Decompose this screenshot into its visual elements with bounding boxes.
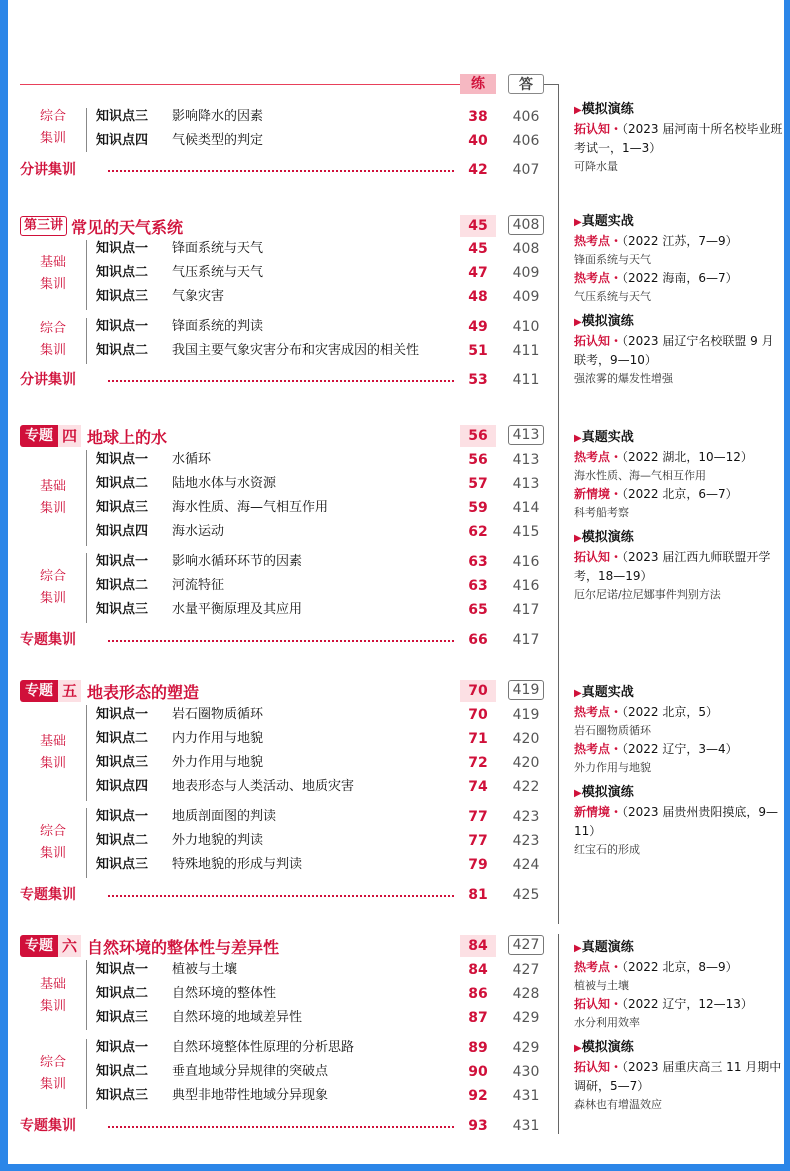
toc-item[interactable]: 知识点三 水量平衡原理及其应用	[96, 602, 303, 617]
answer-page: 416	[512, 578, 540, 594]
page-number: 56	[460, 425, 496, 447]
divider-top	[544, 84, 558, 85]
answer-page: 417	[512, 602, 540, 618]
side-note: 植被与土壤	[574, 979, 629, 992]
group-bar	[86, 1039, 87, 1109]
section-title: 常见的天气系统	[71, 217, 184, 237]
toc-item[interactable]: 知识点二 内力作用与地貌	[96, 731, 264, 746]
page-number: 47	[468, 265, 488, 281]
answer-page: 416	[512, 554, 540, 570]
side-note: 森林也有增温效应	[574, 1098, 662, 1111]
leader-dots	[108, 640, 454, 642]
section-title: 自然环境的整体性与差异性	[87, 937, 280, 957]
triangle-icon: ▶	[574, 105, 582, 116]
triangle-icon: ▶	[574, 1043, 582, 1054]
training-label[interactable]: 专题集训	[20, 887, 76, 903]
toc-item[interactable]: 知识点一 植被与土壤	[96, 962, 238, 977]
lecture-badge: 第三讲	[20, 216, 67, 236]
page-number: 81	[468, 887, 488, 903]
page-number: 56	[468, 452, 488, 468]
group-bar	[86, 553, 87, 623]
side-panel	[574, 683, 784, 859]
header-practice-tag: 练	[460, 74, 496, 94]
toc-page	[8, 0, 784, 1164]
page-number: 74	[468, 779, 488, 795]
side-source: 新情境・（2023 届贵州贵阳摸底，9—11）	[574, 805, 779, 838]
page-number: 48	[468, 289, 488, 305]
side-source: 拓认知・（2023 届河南十所名校毕业班考试一，1—3）	[574, 122, 783, 155]
section-header[interactable]	[20, 424, 167, 448]
toc-item[interactable]: 知识点三 典型非地带性地域分异现象	[96, 1088, 329, 1103]
side-source: 热考点・（2022 辽宁，3—4）	[574, 742, 738, 756]
toc-item[interactable]: 知识点二 垂直地域分异规律的突破点	[96, 1064, 329, 1079]
group-label: 基础 集训	[39, 977, 66, 1014]
side-heading: ▶真题实战	[574, 685, 634, 700]
side-note: 水分利用效率	[574, 1016, 640, 1029]
side-source: 拓认知・（2023 届江西九师联盟开学考，18—19）	[574, 550, 771, 583]
side-source: 拓认知・（2023 届辽宁名校联盟 9 月联考，9—10）	[574, 334, 774, 367]
page-number: 66	[468, 632, 488, 648]
page-number: 38	[468, 109, 488, 125]
page-number: 71	[468, 731, 488, 747]
page-number: 70	[468, 707, 488, 723]
answer-page: 420	[512, 755, 540, 771]
side-heading: ▶模拟演练	[574, 102, 634, 117]
page-number: 45	[460, 215, 496, 237]
toc-item[interactable]: 知识点一 岩石圈物质循环	[96, 707, 264, 722]
answer-page: 427	[512, 962, 540, 978]
toc-item[interactable]: 知识点二 自然环境的整体性	[96, 986, 277, 1001]
side-heading: ▶真题实战	[574, 214, 634, 229]
topic-number: 六	[58, 935, 81, 957]
side-note: 可降水量	[574, 160, 618, 173]
side-panel	[574, 938, 784, 1114]
side-note: 强浓雾的爆发性增强	[574, 372, 673, 385]
section-title: 地球上的水	[87, 427, 168, 447]
triangle-icon: ▶	[574, 788, 582, 799]
answer-page: 413	[512, 452, 540, 468]
side-heading: ▶模拟演练	[574, 530, 634, 545]
answer-page: 423	[512, 809, 540, 825]
side-note: 气压系统与天气	[574, 290, 651, 303]
triangle-icon: ▶	[574, 217, 582, 228]
toc-item[interactable]: 知识点一 影响水循环环节的因素	[96, 554, 303, 569]
toc-item[interactable]: 知识点二 气压系统与天气	[96, 265, 264, 280]
side-heading: ▶模拟演练	[574, 785, 634, 800]
toc-item[interactable]: 知识点三 海水性质、海—气相互作用	[96, 500, 329, 515]
toc-item[interactable]: 知识点三 外力作用与地貌	[96, 755, 264, 770]
answer-page: 406	[512, 133, 540, 149]
group-bar	[86, 705, 87, 801]
answer-page: 428	[512, 986, 540, 1002]
answer-page: 429	[512, 1010, 540, 1026]
page-number: 87	[468, 1010, 488, 1026]
answer-page: 411	[512, 372, 540, 388]
triangle-icon: ▶	[574, 943, 582, 954]
toc-item[interactable]: 知识点一 地质剖面图的判读	[96, 809, 277, 824]
toc-item[interactable]: 知识点一 水循环	[96, 452, 212, 467]
answer-page: 427	[508, 935, 544, 957]
group-label: 综合 集训	[39, 321, 66, 358]
toc-item[interactable]: 知识点三 自然环境的地域差异性	[96, 1010, 303, 1025]
topic-badge: 专题	[20, 935, 58, 957]
side-note: 科考船考察	[574, 506, 629, 519]
answer-page: 431	[512, 1118, 540, 1134]
training-label[interactable]: 分讲集训	[20, 372, 76, 388]
answer-page: 430	[512, 1064, 540, 1080]
page-number: 70	[460, 680, 496, 702]
side-source: 热考点・（2022 北京，5）	[574, 705, 719, 719]
side-source: 热考点・（2022 海南，6—7）	[574, 271, 738, 285]
section-header[interactable]	[20, 679, 199, 703]
page-number: 57	[468, 476, 488, 492]
training-label[interactable]: 专题集训	[20, 632, 76, 648]
group-label: 基础 集训	[39, 479, 66, 516]
side-source: 新情境・（2022 北京，6—7）	[574, 487, 738, 501]
answer-page: 407	[512, 162, 540, 178]
side-source: 拓认知・（2023 届重庆高三 11 月期中调研，5—7）	[574, 1060, 782, 1093]
answer-page: 409	[512, 289, 540, 305]
leader-dots	[108, 895, 454, 897]
side-note: 海水性质、海—气相互作用	[574, 469, 706, 482]
answer-page: 410	[512, 319, 540, 335]
leader-dots	[108, 380, 454, 382]
section-header[interactable]	[20, 214, 183, 238]
toc-item[interactable]: 知识点三 气象灾害	[96, 289, 225, 304]
group-label: 综合 集训	[39, 824, 66, 861]
page-number: 92	[468, 1088, 488, 1104]
toc-item[interactable]: 知识点二 我国主要气象灾害分布和灾害成因的相关性	[96, 343, 420, 358]
answer-page: 406	[512, 109, 540, 125]
group-bar	[86, 808, 87, 878]
answer-page: 414	[512, 500, 540, 516]
triangle-icon: ▶	[574, 533, 582, 544]
side-note: 锋面系统与天气	[574, 253, 651, 266]
training-label[interactable]: 专题集训	[20, 1118, 76, 1134]
page-number: 63	[468, 578, 488, 594]
page-number: 84	[468, 962, 488, 978]
toc-item[interactable]: 知识点三 影响降水的因素	[96, 109, 264, 124]
page-number: 93	[468, 1118, 488, 1134]
answer-page: 425	[512, 887, 540, 903]
topic-badge: 专题	[20, 680, 58, 702]
group-bar	[86, 240, 87, 310]
page-number: 90	[468, 1064, 488, 1080]
group-label: 综合 集训	[39, 569, 66, 606]
page-number: 59	[468, 500, 488, 516]
section-header[interactable]	[20, 934, 279, 958]
side-heading: ▶真题实战	[574, 430, 634, 445]
page-number: 65	[468, 602, 488, 618]
page-number: 49	[468, 319, 488, 335]
frame-bottom	[0, 1164, 790, 1171]
toc-item[interactable]: 知识点二 外力地貌的判读	[96, 833, 264, 848]
toc-item[interactable]: 知识点二 河流特征	[96, 578, 225, 593]
page-number: 51	[468, 343, 488, 359]
header-answer-tag: 答	[508, 74, 544, 94]
side-note: 厄尔尼诺/拉尼娜事件判别方法	[574, 588, 721, 601]
answer-page: 420	[512, 731, 540, 747]
answer-page: 413	[508, 425, 544, 447]
answer-page: 408	[512, 241, 540, 257]
group-bar	[86, 450, 87, 546]
section-title: 地表形态的塑造	[87, 682, 200, 702]
toc-item[interactable]: 知识点一 锋面系统与天气	[96, 241, 264, 256]
page-number: 79	[468, 857, 488, 873]
topic-number: 四	[58, 425, 81, 447]
answer-page: 409	[512, 265, 540, 281]
page-number: 86	[468, 986, 488, 1002]
answer-page: 417	[512, 632, 540, 648]
answer-page: 422	[512, 779, 540, 795]
side-panel	[574, 100, 784, 176]
side-source: 热考点・（2022 湖北，10—12）	[574, 450, 753, 464]
toc-item[interactable]: 知识点四 地表形态与人类活动、地质灾害	[96, 779, 355, 794]
group-bar	[86, 108, 87, 152]
page-number: 84	[460, 935, 496, 957]
toc-item[interactable]: 知识点三 特殊地貌的形成与判读	[96, 857, 303, 872]
group-label: 基础 集训	[39, 734, 66, 771]
page-number: 77	[468, 833, 488, 849]
page-number: 89	[468, 1040, 488, 1056]
side-source: 热考点・（2022 江苏，7—9）	[574, 234, 738, 248]
group-label: 综合 集训	[39, 109, 66, 146]
divider-right-2	[558, 934, 559, 1134]
group-label: 基础 集训	[39, 255, 66, 292]
page-number: 53	[468, 372, 488, 388]
group-bar	[86, 960, 87, 1030]
toc-item[interactable]: 知识点一 锋面系统的判读	[96, 319, 264, 334]
page-number: 40	[468, 133, 488, 149]
side-note: 外力作用与地貌	[574, 761, 651, 774]
page-number: 45	[468, 241, 488, 257]
topic-number: 五	[58, 680, 81, 702]
side-panel	[574, 428, 784, 604]
answer-page: 429	[512, 1040, 540, 1056]
answer-page: 423	[512, 833, 540, 849]
toc-item[interactable]: 知识点一 自然环境整体性原理的分析思路	[96, 1040, 355, 1055]
answer-page: 413	[512, 476, 540, 492]
toc-item[interactable]: 知识点二 陆地水体与水资源	[96, 476, 277, 491]
answer-page: 408	[508, 215, 544, 237]
answer-page: 411	[512, 343, 540, 359]
triangle-icon: ▶	[574, 688, 582, 699]
group-label: 综合 集训	[39, 1055, 66, 1092]
toc-item[interactable]: 知识点四 气候类型的判定	[96, 133, 264, 148]
toc-item[interactable]: 知识点四 海水运动	[96, 524, 225, 539]
page-number: 63	[468, 554, 488, 570]
page-number: 77	[468, 809, 488, 825]
side-heading: ▶模拟演练	[574, 314, 634, 329]
training-label[interactable]: 分讲集训	[20, 162, 76, 178]
leader-dots	[108, 1126, 454, 1128]
side-note: 红宝石的形成	[574, 843, 640, 856]
side-source: 拓认知・（2022 辽宁，12—13）	[574, 997, 753, 1011]
header-rule	[20, 84, 470, 85]
side-source: 热考点・（2022 北京，8—9）	[574, 960, 738, 974]
triangle-icon: ▶	[574, 433, 582, 444]
page-number: 62	[468, 524, 488, 540]
answer-page: 419	[508, 680, 544, 702]
topic-badge: 专题	[20, 425, 58, 447]
answer-page: 415	[512, 524, 540, 540]
answer-page: 431	[512, 1088, 540, 1104]
page-number: 72	[468, 755, 488, 771]
triangle-icon: ▶	[574, 317, 582, 328]
divider-right	[558, 84, 559, 924]
side-heading: ▶模拟演练	[574, 1040, 634, 1055]
answer-page: 424	[512, 857, 540, 873]
side-note: 岩石圈物质循环	[574, 724, 651, 737]
answer-page: 419	[512, 707, 540, 723]
page-number: 42	[468, 162, 488, 178]
side-panel	[574, 212, 784, 388]
group-bar	[86, 318, 87, 364]
side-heading: ▶真题演练	[574, 940, 634, 955]
leader-dots	[108, 170, 454, 172]
